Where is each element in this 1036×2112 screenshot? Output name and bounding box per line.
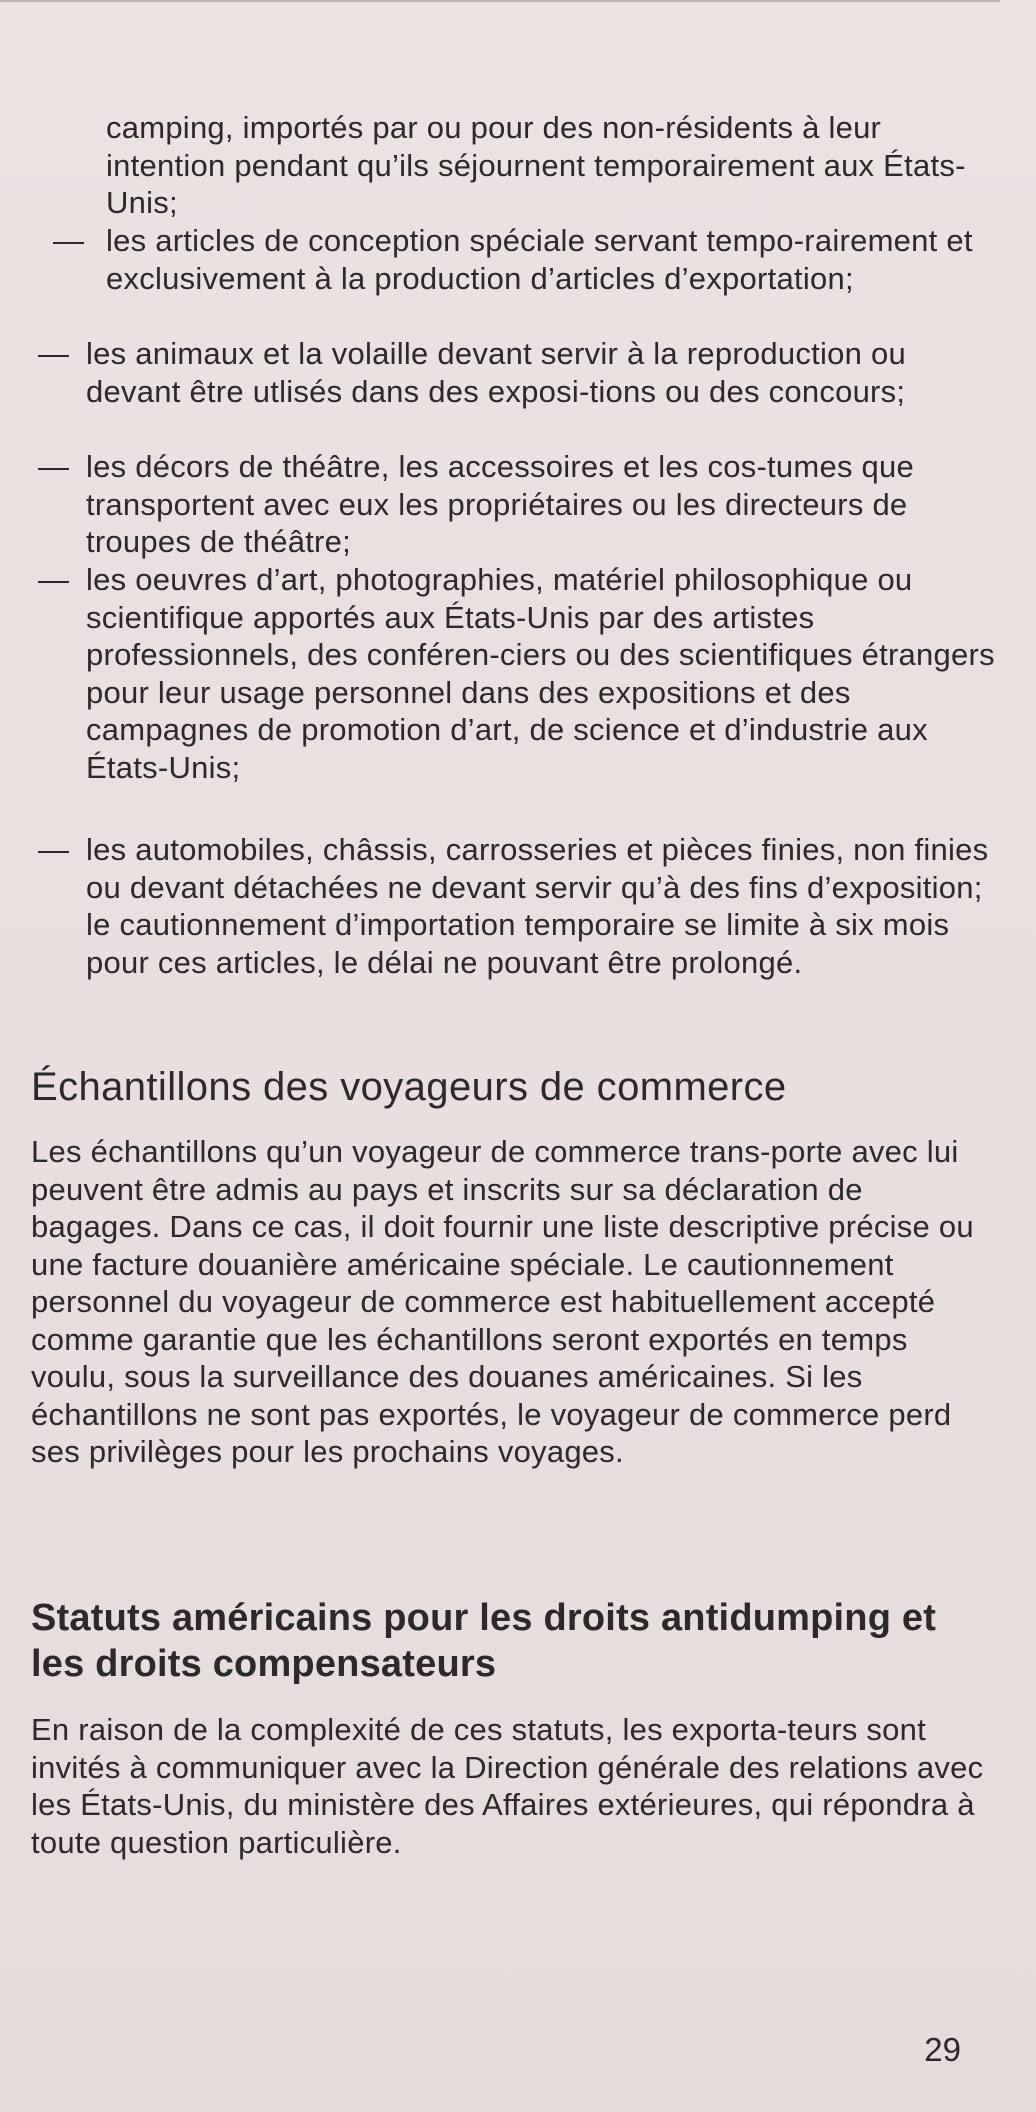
- section-paragraph: En raison de la complexité de ces statuts, les exporta-teurs sont invités à communiquer avec la Direction générale des relations avec les États-Unis, du ministère des Affaires extérieures, qui répondra à toute question particulière.: [31, 1712, 984, 1860]
- list-item-text: les animaux et la volaille devant servir à la reproduction ou devant être utlisés dans des exposi-tions ou des concours;: [86, 336, 906, 409]
- list-dash: —: [38, 562, 70, 597]
- page-number: 29: [924, 2031, 961, 2068]
- list-dash: —: [53, 223, 85, 258]
- section-paragraph: Les échantillons qu’un voyageur de commerce trans-porte avec lui peuvent être admis au pays et inscrits sur sa déclaration de bagages. Dans ce cas, il doit fournir une liste descriptive précise ou une facture douanière américaine spéciale. Le cautionnement personnel du voyageur de commerce est habituellement accepté comme garantie que les échantillons seront exportés en temps voulu, sous la surveillance des douanes américaines. Si les échantillons ne sont pas exportés, le voyageur de commerce perd ses privilèges pour les prochains voyages.: [31, 1134, 974, 1469]
- list-item-text: les automobiles, châssis, carrosseries et pièces finies, non finies ou devant détachées ne devant servir qu’à des fins d’exposition; le cautionnement d’importation temporaire se limite à six mois pour ces articles, le délai ne pouvant être prolongé.: [86, 832, 989, 980]
- list-item-text: les articles de conception spéciale servant tempo-rairement et exclusivement à la production d’articles d’exportation;: [106, 223, 973, 296]
- section-heading: Échantillons des voyageurs de commerce: [31, 1065, 787, 1109]
- list-item-text: les décors de théâtre, les accessoires et les cos-tumes que transportent avec eux les propriétaires ou les directeurs de troupes de théâtre;: [86, 449, 915, 559]
- section-heading: Statuts américains pour les droits antidumping et les droits compensateurs: [31, 1597, 937, 1685]
- list-item-text: les oeuvres d’art, photographies, matériel philosophique ou scientifique apportés aux États-Unis par des artistes professionnels, des conféren-ciers ou des scientifiques étrangers pour leur usage personnel dans des expositions et des campagnes de promotion d’art, de science et d’industrie aux États-Unis;: [86, 562, 995, 785]
- top-rule: [0, 0, 1000, 2]
- list-dash: —: [38, 449, 70, 484]
- continuation-text: camping, importés par ou pour des non-résidents à leur intention pendant qu’ils séjournent temporairement aux États-Unis;: [106, 110, 966, 220]
- list-dash: —: [38, 336, 70, 371]
- list-dash: —: [38, 832, 70, 867]
